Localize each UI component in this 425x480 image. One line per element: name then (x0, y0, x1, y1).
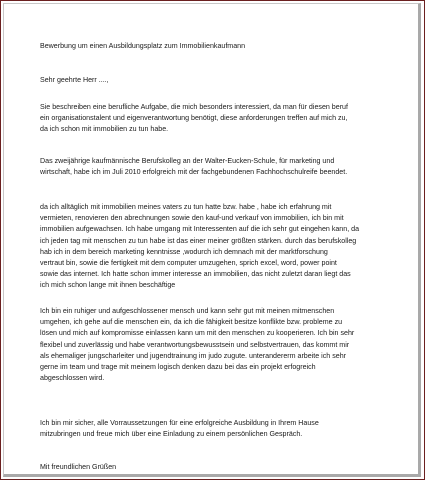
paragraph-line: Ich bin ein ruhiger und aufgeschlossener mensch und kann sehr gut mit meinen mitmenschen (40, 307, 335, 315)
paragraph-experience (40, 202, 385, 292)
paragraph-line: Ich bin mir sicher, alle Vorraussetzungen für eine erfolgreiche Ausbildung in Ihrem Hause (40, 419, 319, 427)
document-page (3, 3, 421, 477)
paragraph-line: ich jeden tag mit menschen zu tun habe ist das einer meiner größten stärken. durch das berufskolleg (40, 236, 357, 245)
paragraph-line: lösen und mich auf kompromisse einlassen kann um mit den menschen zu kooperieren. Ich bin sehr (40, 329, 355, 338)
paragraph-line: sowie das internet. Ich hatte schon immer interesse an immobilien, das nicht zuletzt daran liegt das (40, 270, 351, 279)
paragraph-line: hab ich in dem bereich marketing kenntnisse ,wodurch ich demnach mit der marktforschung (40, 247, 328, 256)
paragraph-line: mitzubringen und freue mich über eine Einladung zu einem persönlichen Gespräch. (40, 430, 303, 439)
paragraph-line: gerne im team und trage mit meinem logisch denken dazu bei das ein projekt erfogreich (40, 362, 316, 371)
letter-subject: Bewerbung um einen Ausbildungsplatz zum Immobilienkaufmann (40, 42, 246, 50)
paragraph-line: Sie beschreiben eine berufliche Aufgabe, die mich besonders interessiert, da man für diesen beruf (40, 103, 348, 111)
paragraph-line: umgehen, ich gehe auf die menschen ein, da ich die fähigkeit besitze konflikte bzw. probleme zu (40, 318, 343, 327)
paragraph-line: ein organisationstalent und eigenverantwortung benötigt, diese anforderungen treffen auf mich zu, (40, 114, 348, 123)
paragraph-education (40, 156, 385, 178)
paragraph-line: vermieten, renovieren den abrechnungen sowie den kauf-und verkauf von immobilien, ich bin mit (40, 214, 344, 223)
paragraph-line: flexibel und zuverlässig und habe verantwortungsbewusstsein und selbstvertrauen, das kommt mir (40, 340, 350, 349)
paragraph-line: da ich schon mit immobilien zu tun habe. (40, 125, 169, 134)
paragraph-line: Das zweijährige kaufmännische Berufskolleg an der Walter-Eucken-Schule, für marketing und (40, 157, 335, 165)
paragraph-line: ich mich schon lange mit ihnen beschäftige (40, 281, 176, 290)
paragraph-line: als ehemaliger jungscharleiter und jugendtrainung im judo zugute. unterandererm arbeite ich sehr (40, 351, 347, 360)
paragraph-personality (40, 306, 385, 384)
paragraph-line: immobilien aufgewachsen. Ich habe umgang mit Interessenten auf die ich sehr gut eingehen kann, da (40, 225, 360, 234)
letter-closing: Mit freundlichen Grüßen (40, 463, 117, 471)
paragraph-line: vertraut bin, sowie die fertigkeit mit dem computer umzugehen, sprich excel, word, power point (40, 258, 337, 267)
paragraph-line: da ich alltäglich mit immobilien meines vaters zu tun hatte bzw. habe , habe ich erfahrung mit (40, 203, 332, 211)
paragraph-line: abgeschlossen wird. (40, 374, 105, 383)
letter-salutation: Sehr geehrte Herr ...., (40, 76, 109, 84)
paragraph-conclusion (40, 418, 385, 440)
paragraph-interest (40, 102, 385, 136)
paragraph-line: wirtschaft, habe ich im Juli 2010 erfolgreich mit der fachgebundenen Fachhochschulreife beendet. (40, 168, 348, 177)
